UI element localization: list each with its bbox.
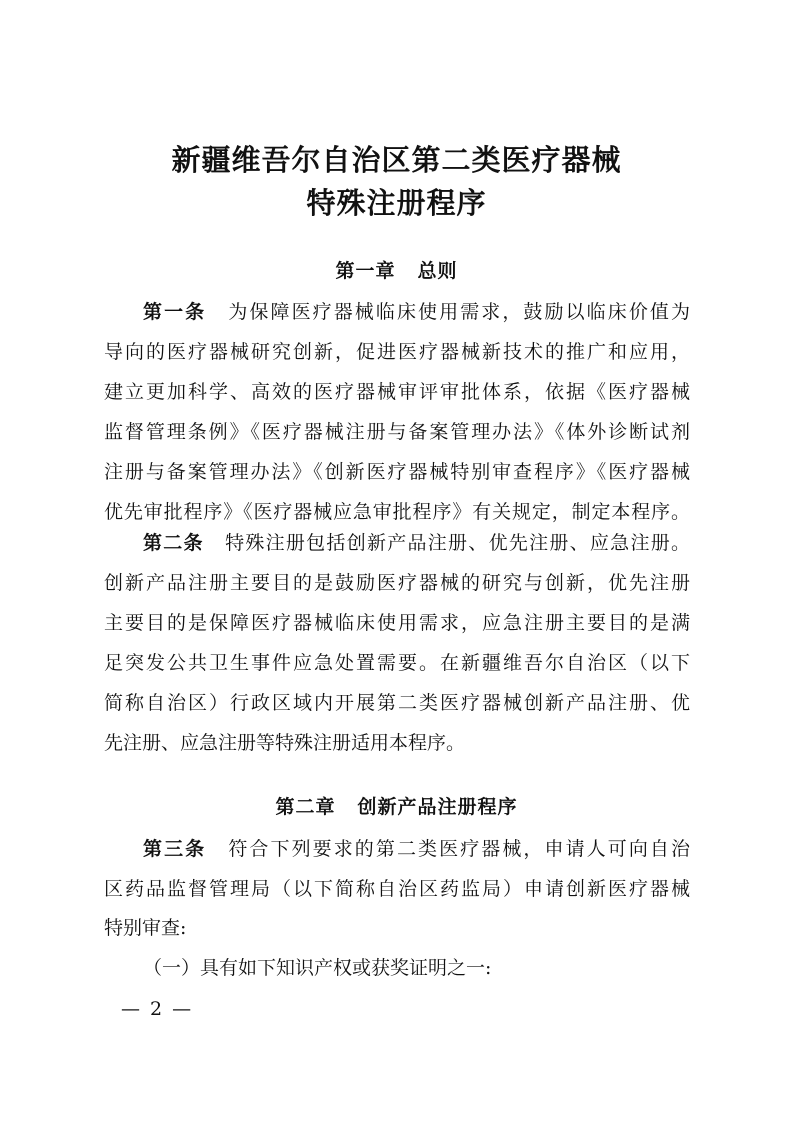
article-2-text-1: 特殊注册包括创新产品注册、优先注册、应急注册。 bbox=[223, 532, 690, 554]
chapter-1-number: 第一章 bbox=[335, 260, 396, 282]
article-2-line-2: 创新产品注册主要目的是鼓励医疗器械的研究与创新，优先注册 bbox=[104, 572, 690, 594]
article-2-line-4: 足突发公共卫生事件应急处置需要。在新疆维吾尔自治区（以下 bbox=[104, 652, 690, 674]
chapter-1-heading bbox=[0, 256, 793, 286]
article-3-line-3: 特别审查: bbox=[104, 917, 187, 939]
article-1-label: 第一条 bbox=[143, 301, 207, 323]
article-3-line-2: 区药品监督管理局（以下简称自治区药监局）申请创新医疗器械 bbox=[104, 878, 690, 900]
article-2-line-5: 简称自治区）行政区域内开展第二类医疗器械创新产品注册、优 bbox=[104, 692, 690, 714]
article-2-line-1 bbox=[143, 528, 690, 558]
article-2-label: 第二条 bbox=[143, 532, 204, 554]
chapter-2-heading bbox=[0, 792, 793, 822]
article-1-line-5: 注册与备案管理办法》《创新医疗器械特别审查程序》《医疗器械 bbox=[104, 461, 690, 483]
article-3-text-1: 符合下列要求的第二类医疗器械，申请人可向自治 bbox=[226, 838, 690, 860]
article-1-line-1 bbox=[143, 297, 690, 327]
article-2-line-3: 主要目的是保障医疗器械临床使用需求，应急注册主要目的是满 bbox=[104, 612, 690, 634]
chapter-1-name: 总则 bbox=[417, 260, 458, 282]
article-3-label: 第三条 bbox=[143, 838, 207, 860]
page-number: — 2 — bbox=[121, 998, 194, 1020]
article-1-line-6: 优先审批程序》《医疗器械应急审批程序》有关规定，制定本程序。 bbox=[104, 501, 690, 523]
article-1-line-2: 导向的医疗器械研究创新，促进医疗器械新技术的推广和应用， bbox=[104, 341, 690, 363]
article-1-line-3: 建立更加科学、高效的医疗器械审评审批体系，依据《医疗器械 bbox=[104, 381, 690, 403]
chapter-2-name: 创新产品注册程序 bbox=[357, 796, 518, 818]
article-1-line-4: 监督管理条例》《医疗器械注册与备案管理办法》《体外诊断试剂 bbox=[104, 421, 690, 443]
article-3-line-1 bbox=[143, 834, 690, 864]
chapter-2-number: 第二章 bbox=[275, 796, 336, 818]
item-1: （一）具有如下知识产权或获奖证明之一: bbox=[143, 957, 492, 979]
article-2-line-6: 先注册、应急注册等特殊注册适用本程序。 bbox=[104, 732, 466, 754]
document-title-line-1: 新疆维吾尔自治区第二类医疗器械 bbox=[171, 143, 622, 177]
article-1-text-1: 为保障医疗器械临床使用需求，鼓励以临床价值为 bbox=[226, 301, 690, 323]
document-title-line-2: 特殊注册程序 bbox=[306, 186, 487, 220]
